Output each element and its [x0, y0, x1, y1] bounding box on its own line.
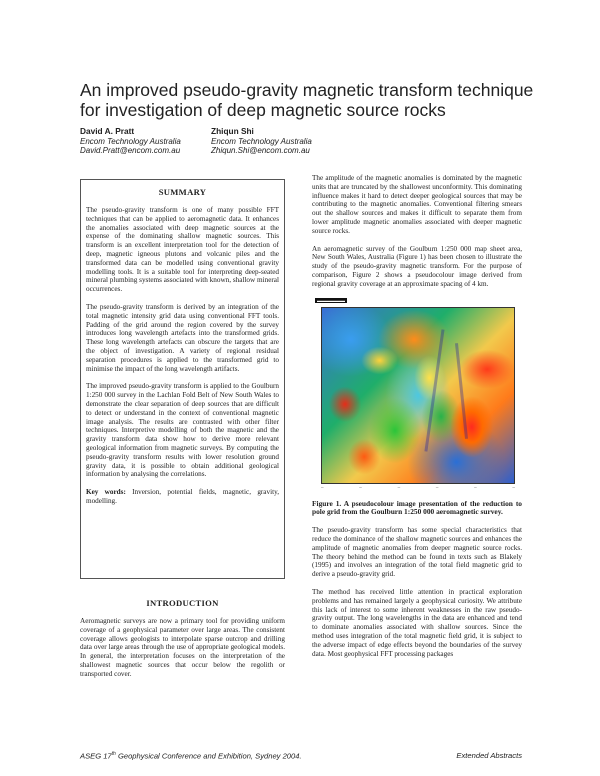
summary-paragraph: The pseudo-gravity transform is one of many possible FFT techniques that can be applied to aeromagnetic data. It enhances the anomalies associated with deep magnetic sources at the expense of the dominating shallow magnetic sources. This transform is an excellent interpretation tool for the detection of deep, magnetic igneous plutons and volcanic piles and the transformed data can be modelled using conventional gravity modelling tools. It is a suitable tool for interpreting deep-seated mineral plumbing systems associated with known, shallow mineral occurrences. — [86, 206, 279, 294]
author-name: David A. Pratt — [80, 126, 135, 136]
introduction-heading: INTRODUCTION — [146, 598, 219, 608]
summary-paragraph: The improved pseudo-gravity transform is applied to the Goulburn 1:250 000 survey in the Lachlan Fold Belt of New South Wales to demonstrate the clear separation of deep sources that are difficult to detect or understand in the context of conventional magnetic image analysis. The results are contrasted with other filter techniques. Interpretive modelling of both the magnetic and the gravity transform data show how to derive more relevant geological information from magnetic surveys. By computing the pseudo-gravity transform results with lower resolution ground gravity data, it is possible to obtain additional geological information by analysing the correlations. — [86, 382, 279, 479]
body-paragraph: The amplitude of the magnetic anomalies is dominated by the magnetic units that are truncated by the shallowest unconformity. This dominating influence makes it hard to detect deeper geological sources that may be contributing to the magnetic anomalies. Conventional filtering smears out the shallow sources and makes it difficult to separate them from lower amplitude magnetic anomalies associated with deeper magnetic source rocks. — [312, 174, 522, 235]
author-email: Zhiqun.Shi@encom.com.au — [211, 146, 310, 155]
keywords-text: Inversion, potential fields, magnetic, gravity, modelling. — [86, 488, 280, 505]
paper-title: An improved pseudo-gravity magnetic transform technique for investigation of deep magnetic source rocks — [80, 80, 534, 120]
author-affiliation: Encom Technology Australia — [80, 136, 181, 146]
body-paragraph: The method has received little attention in practical exploration problems and has remained largely a geophysical curiosity. We attribute this lack of interest to some inherent weaknesses in the raw pseudo-gravity output. The long wavelengths in the data are enhanced and tend to dominate anomalies associated with shallow sources. Since the method uses integration of the total magnetic field grid, it is subject to the adverse impact of edge effects beyond the boundaries of the survey data. Most geophysical FFT processing packages — [312, 587, 522, 658]
author-block-2 — [211, 127, 312, 156]
magnetic-pseudocolour-image — [321, 307, 515, 484]
figure-1 — [312, 298, 522, 493]
keywords — [86, 488, 279, 506]
author-email: David.Pratt@encom.com.au — [80, 146, 181, 155]
author-name: Zhiqun Shi — [211, 126, 254, 136]
author-block-1 — [80, 127, 181, 156]
footer-label: Extended Abstracts — [456, 751, 522, 760]
author-affiliation: Encom Technology Australia — [211, 136, 312, 146]
summary-paragraph: The pseudo-gravity transform is derived by an integration of the total magnetic intensity grid data using conventional FFT tools. Padding of the grid around the region covered by the survey introduces long wavelength artefacts into the transformed grids. These long wavelength artefacts can obscure the targets that are the object of investigation. A variety of regional residual separation procedures is applied to the transformed grid to minimise the impact of the long wavelength artifacts. — [86, 302, 279, 373]
summary-heading: SUMMARY — [158, 187, 207, 197]
figure-tick-marks: ─ ─ ─ ─ ─ ─ — [321, 485, 515, 490]
keywords-label: Key words: — [86, 488, 126, 497]
introduction-paragraph: Aeromagnetic surveys are now a primary tool for providing uniform coverage of a geophysical parameter over large areas. The consistent coverage allows geologists to interpolate sparse outcrop and drilling data over large areas through the use of appropriate geological models. In general, the interpretation focuses on the interpretation of the shallowest magnetic sources that occur below the regolith or transported cover. — [80, 617, 285, 678]
body-paragraph: An aeromagnetic survey of the Goulburn 1:250 000 map sheet area, New South Wales, Australia (Figure 1) has been chosen to illustrate the study of the pseudo-gravity magnetic transform. For the purpose of comparison, Figure 2 shows a pseudocolour image derived from regional gravity coverage at an approximate spacing of 4 km. — [312, 244, 522, 288]
right-column — [312, 174, 522, 667]
footer-conference: ASEG 17th Geophysical Conference and Exhibition, Sydney 2004. — [80, 751, 302, 761]
body-paragraph: The pseudo-gravity transform has some special characteristics that reduce the dominance of the shallow magnetic sources and enhances the amplitude of magnetic anomalies from deeper magnetic source rocks. The theory behind the method can be found in texts such as Blakely (1995) and involves an integration of the total field magnetic grid to derive a pseudo-gravity grid. — [312, 526, 522, 579]
figure-scale-label: ▬▬▬▬▬▬▬ — [317, 297, 345, 303]
map-lineament — [425, 329, 445, 451]
introduction-section — [80, 598, 285, 688]
figure-caption: Figure 1. A pseudocolour image presentation of the reduction to pole grid from the Goulburn 1:250 000 aeromagnetic survey. — [312, 498, 522, 517]
summary-box — [80, 179, 285, 579]
map-lineament — [455, 343, 468, 439]
